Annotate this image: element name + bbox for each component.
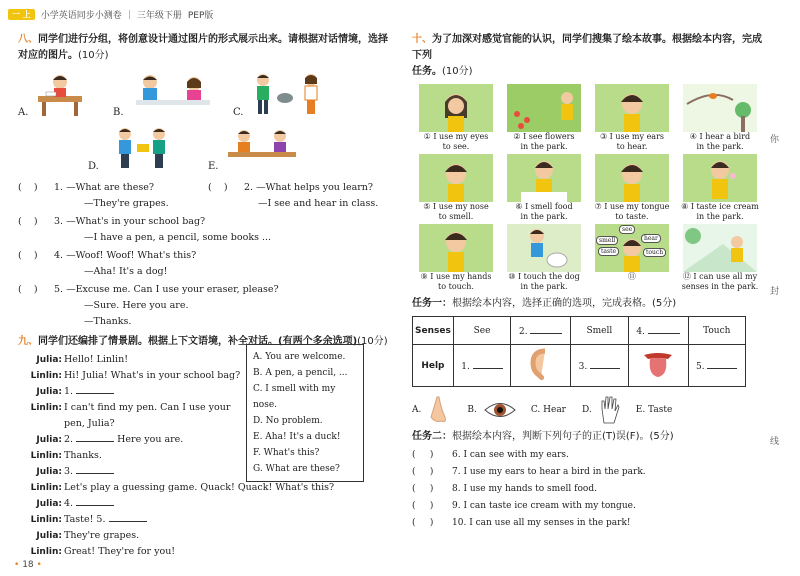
two-kids-sharing-illustration: [103, 126, 183, 172]
two-kids-table-illustration: [128, 72, 218, 118]
option-a: A. You are welcome.: [253, 352, 346, 362]
flowers-park-illustration: [507, 84, 581, 132]
story-panel-5: ⑤ I use my nose to smell.: [412, 154, 500, 222]
bubble-taste: taste: [598, 247, 619, 256]
kid-at-desk-illustration: [32, 72, 92, 118]
answer-5-field[interactable]: ( ): [18, 284, 38, 295]
dialogue-line: Linlin: Hi! Julia! What's in your school bag?: [30, 370, 241, 381]
kids-with-dog-illustration: [247, 72, 327, 118]
picture-option-b: B.: [113, 72, 233, 118]
eye-icon: [483, 399, 517, 421]
girl-ears-illustration: [595, 84, 669, 132]
answer-options: A. B. C. Hear D. E. Taste: [412, 395, 762, 425]
dialogue-line: Linlin: Taste! 5.: [18, 512, 258, 528]
senses-row: Senses See 2. Smell 4. Touch: [413, 317, 746, 345]
edition-label: PEP版: [187, 11, 214, 21]
task-2-title: 任务二：根据绘本内容，判断下列句子的正(T)误(F)。(5分): [412, 431, 674, 442]
blank-5[interactable]: [109, 512, 147, 522]
dialogue-line: Linlin: Let's play a guessing game. Quack! Quack! What's this?: [30, 482, 335, 493]
dialogue-line: Linlin: I can't find my pen. Can I use your: [30, 402, 231, 413]
answer-3-field[interactable]: ( ): [18, 216, 38, 227]
senses-bubbles-illustration: [595, 224, 669, 272]
tf-answer-7[interactable]: ( ): [412, 467, 434, 477]
blank-3[interactable]: [76, 464, 114, 474]
picture-book-grid: [412, 84, 762, 292]
bubble-hear: hear: [641, 234, 661, 243]
story-panel-11: see smell hear taste touch ⑪: [588, 224, 676, 292]
picture-option-e: E.: [208, 126, 318, 172]
story-panel-2: ② I see flowers in the park.: [500, 84, 588, 152]
food-park-illustration: [507, 154, 581, 202]
hand-icon: [598, 395, 620, 425]
dialogue-line: Julia: 4.: [18, 496, 258, 512]
ear-icon: [511, 345, 571, 387]
girl-tongue-illustration: [595, 154, 669, 202]
girl-eyes-illustration: [419, 84, 493, 132]
bird-park-illustration: [683, 84, 757, 132]
story-panel-6: ⑥ I smell food in the park.: [500, 154, 588, 222]
options-box: [246, 344, 364, 482]
bubble-see: see: [619, 225, 635, 234]
blank-1[interactable]: [76, 384, 114, 394]
answer-1-field[interactable]: ( ): [18, 182, 38, 193]
section-8-title: 八、同学们进行分组，将创意设计通过图片的形式展示出来。请根据对话情境，选择 对应的图片。(10分): [18, 34, 388, 61]
margin-char-3: 线: [770, 437, 780, 447]
picture-option-d: D.: [88, 126, 208, 172]
girl-nose-illustration: [419, 154, 493, 202]
tf-item: ( ) 9. I can taste ice cream with my tongue.: [412, 498, 762, 515]
tf-item: ( ) 8. I use my hands to smell food.: [412, 481, 762, 498]
question-3: ( ) 3. —What's in your school bag?: [18, 214, 388, 230]
answer-4-field[interactable]: ( ): [18, 250, 38, 261]
story-panel-10: ⑩ I touch the dog in the park.: [500, 224, 588, 292]
question-4: ( ) 4. —Woof! Woof! What's this?: [18, 248, 388, 264]
true-false-list: [412, 447, 762, 532]
picture-row-1: [18, 70, 388, 118]
tf-item: ( ) 10. I can use all my senses in the park!: [412, 515, 762, 532]
tf-item: ( ) 7. I use my ears to hear a bird in the park.: [412, 464, 762, 481]
story-panel-8: ⑧ I taste ice cream in the park.: [676, 154, 764, 222]
margin-char-2: 封: [770, 287, 780, 297]
grade-label: 三年级下册: [136, 11, 182, 21]
question-5: ( ) 5. —Excuse me. Can I use your eraser, please?: [18, 282, 388, 298]
option-c: C. I smell with my nose.: [253, 384, 336, 410]
option-g: G. What are these?: [253, 464, 340, 474]
dialogue-line: Julia: Hello! Linlin!: [36, 354, 129, 365]
option-d: D. No problem.: [253, 416, 323, 426]
task-1-title: 任务一：根据绘本内容，选择正确的选项，完成表格。(5分): [412, 298, 677, 309]
story-panel-7: ⑦ I use my tongue to taste.: [588, 154, 676, 222]
bubble-touch: touch: [643, 248, 666, 257]
series-tag: 一 上: [8, 9, 35, 20]
page-number: • 18 •: [14, 560, 42, 570]
all-senses-park-illustration: [683, 224, 757, 272]
series-title: 小学英语同步小测卷: [40, 11, 122, 21]
option-f: F. What's this?: [253, 448, 320, 458]
kids-classroom-illustration: [222, 126, 302, 172]
option-e: E. Aha! It's a duck!: [253, 432, 341, 442]
tf-answer-10[interactable]: ( ): [412, 518, 434, 528]
tf-answer-9[interactable]: ( ): [412, 501, 434, 511]
bubble-smell: smell: [596, 236, 618, 245]
picture-option-a: A.: [18, 72, 113, 118]
touch-dog-illustration: [507, 224, 581, 272]
tf-answer-8[interactable]: ( ): [412, 484, 434, 494]
dialogue-line: Julia: 2. Here you are.: [36, 434, 184, 445]
dialogue-line: Linlin: Thanks.: [30, 450, 102, 461]
help-row: Help 1. 3. 5.: [413, 345, 746, 387]
story-panel-12: ⑫ I can use all my senses in the park.: [676, 224, 764, 292]
table-blank-4[interactable]: 4.: [628, 317, 688, 345]
dialogue-line: Julia: 3.: [18, 464, 258, 480]
story-panel-4: ④ I hear a bird in the park.: [676, 84, 764, 152]
question-1-2-row: ( ) 1. —What are these? ( ) 2. —What helps you learn?: [18, 180, 388, 196]
table-blank-5[interactable]: 5.: [688, 345, 746, 387]
dialogue-line: Julia: They're grapes.: [36, 530, 140, 541]
story-panel-1: ① I use my eyes to see.: [412, 84, 500, 152]
story-panel-9: ⑨ I use my hands to touch.: [412, 224, 500, 292]
section-9-title: 九、同学们还编排了情景剧。根据上下文语境，补全对话。(有两个多余选项)(10分): [18, 336, 388, 347]
blank-4[interactable]: [76, 496, 114, 506]
blank-2[interactable]: [76, 432, 114, 442]
answer-2-field[interactable]: ( ): [208, 182, 228, 193]
dialogue-line: Julia: 1.: [18, 384, 258, 400]
section-8-questions: ( ) 1. —What are these? ( ) 2. —What helps you learn? —They're grapes. —I see and hear in class. ( ) 3. —What's in your school bag? —I have a pen, a pencil, some books ... ( ) 4. —Woof! Woof! What's this? —Aha! It's a dog! ( ) 5. —Excuse me. Can I use your eraser, please? —Sure. Here you are. —Thanks.: [18, 180, 388, 330]
girl-hands-illustration: [419, 224, 493, 272]
dialogue-line: Linlin: Great! They're for you!: [30, 546, 176, 557]
right-column: [412, 32, 762, 532]
picture-option-c: C.: [233, 72, 333, 118]
story-panel-3: ③ I use my ears to hear.: [588, 84, 676, 152]
margin-char-1: 你: [770, 135, 780, 145]
senses-table: [412, 316, 746, 387]
page-header: 一 上 小学英语同步小测卷 | 三年级下册 PEP版: [8, 8, 213, 21]
picture-row-2: [18, 124, 388, 172]
tongue-icon: [628, 345, 688, 387]
dialogue-line: pen, Julia?: [64, 418, 115, 429]
ice-cream-illustration: [683, 154, 757, 202]
tf-item: ( ) 6. I can see with my ears.: [412, 447, 762, 464]
option-b: B. A pen, a pencil, ...: [253, 368, 348, 378]
nose-icon: [427, 395, 449, 425]
tf-answer-6[interactable]: ( ): [412, 450, 434, 460]
table-blank-2[interactable]: 2.: [511, 317, 571, 345]
table-blank-1[interactable]: 1.: [453, 345, 510, 387]
section-10-title: 十、为了加深对感觉官能的认识，同学们搜集了绘本故事。根据绘本内容，完成下列 任务。(10分): [412, 34, 762, 77]
table-blank-3[interactable]: 3.: [571, 345, 628, 387]
